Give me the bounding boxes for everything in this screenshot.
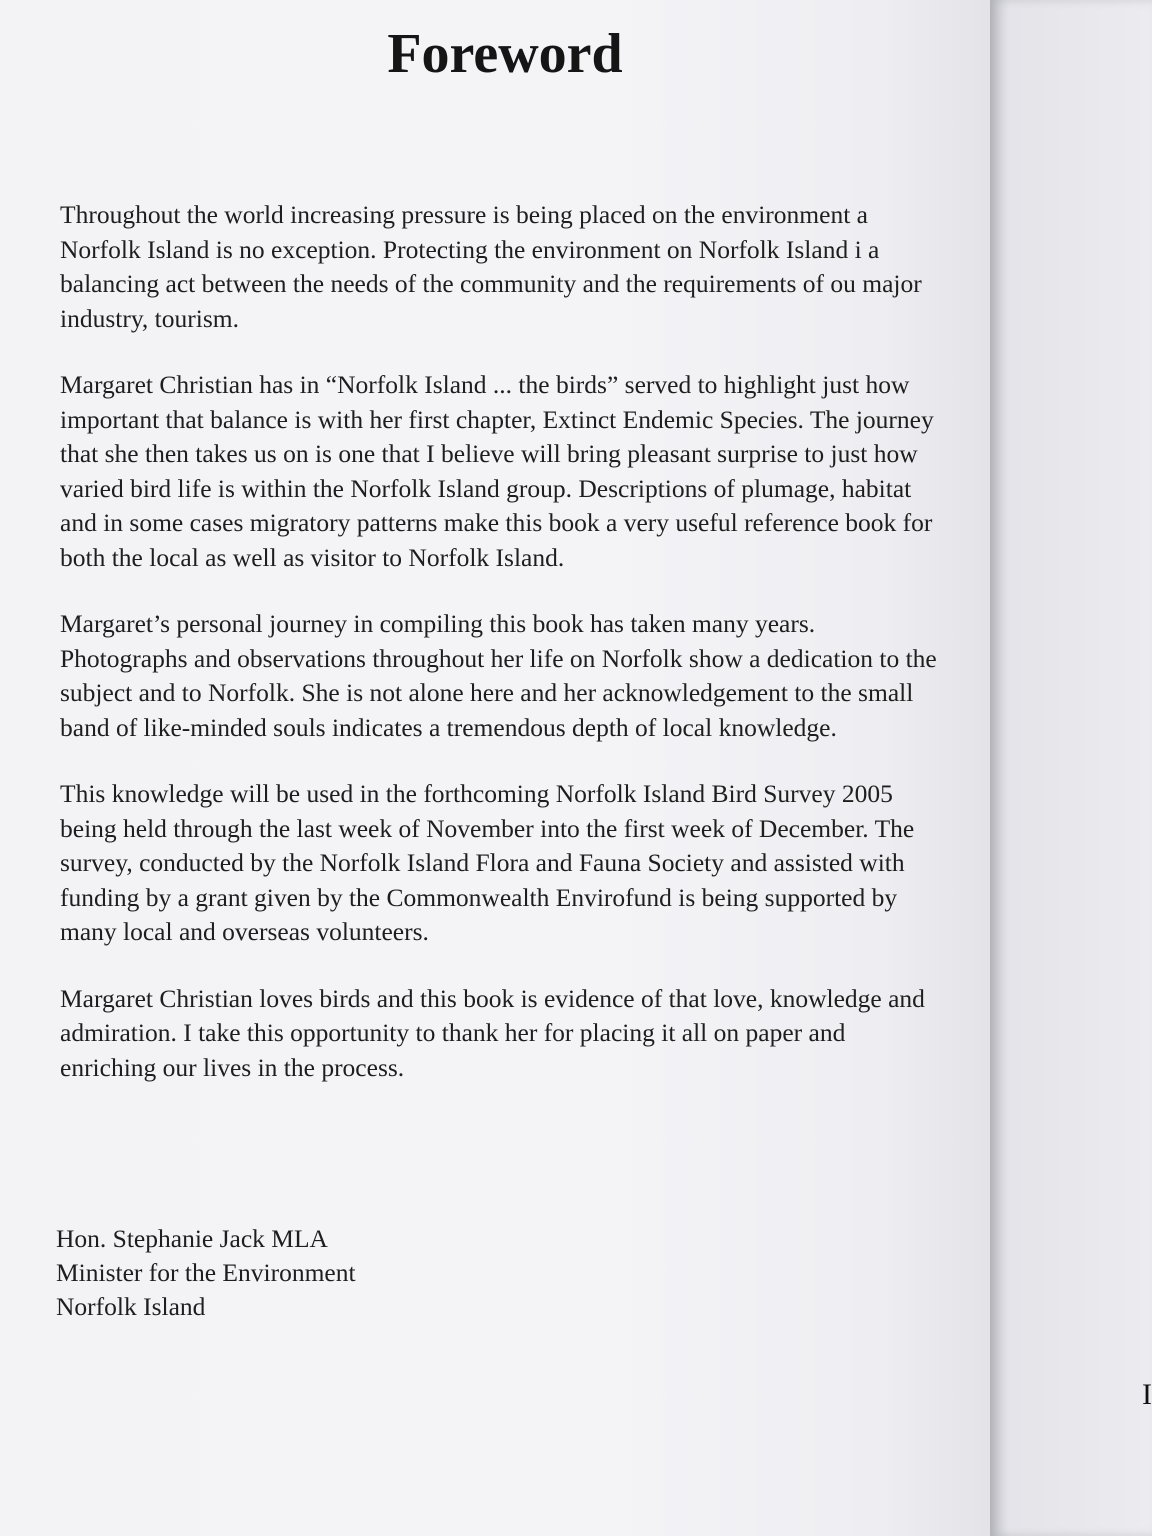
page-title: Foreword bbox=[387, 23, 623, 85]
foreword-body bbox=[60, 198, 940, 1117]
adjacent-page bbox=[990, 0, 1152, 1536]
signatory-place: Norfolk Island bbox=[56, 1292, 206, 1321]
paragraph-5: Margaret Christian loves birds and this book is evidence of that love, knowledge and admiration. I take this opportunity to thank her for placing it all on paper and enriching our lives in the process. bbox=[60, 983, 925, 1082]
signatory-role: Minister for the Environment bbox=[56, 1258, 356, 1287]
signature-block bbox=[56, 1222, 356, 1324]
paragraph-2: Margaret Christian has in “Norfolk Island ... the birds” served to highlight just how important that balance is with her first chapter, Extinct Endemic Species. The journey that she then takes us on is one that I believe will bring pleasant surprise to just how varied bird life is within the Norfolk Island group. Descriptions of plumage, habitat and in some cases migratory patterns make this book a very useful reference book for both the local as well as visitor to Norfolk Island. bbox=[60, 370, 934, 572]
adjacent-page-edge-text: I bbox=[1142, 1378, 1152, 1411]
signatory-name: Hon. Stephanie Jack MLA bbox=[56, 1224, 328, 1253]
paragraph-1: Throughout the world increasing pressure is being placed on the environment a Norfolk Island is no exception. Protecting the environment on Norfolk Island i a balancing act between the needs of the community and the requirements of ou major industry, tourism. bbox=[60, 200, 922, 333]
paragraph-4: This knowledge will be used in the forthcoming Norfolk Island Bird Survey 2005 being held through the last week of November into the first week of December. The survey, conducted by the Norfolk Island Flora and Fauna Society and assisted with funding by a grant given by the Commonwealth Envirofund is being supported by many local and overseas volunteers. bbox=[60, 779, 915, 946]
paragraph-3: Margaret’s personal journey in compiling this book has taken many years. Photographs and observations throughout her life on Norfolk show a dedication to the subject and to Norfolk. She is not alone here and her acknowledgement to the small band of like-minded souls indicates a tremendous depth of local knowledge. bbox=[60, 609, 937, 742]
